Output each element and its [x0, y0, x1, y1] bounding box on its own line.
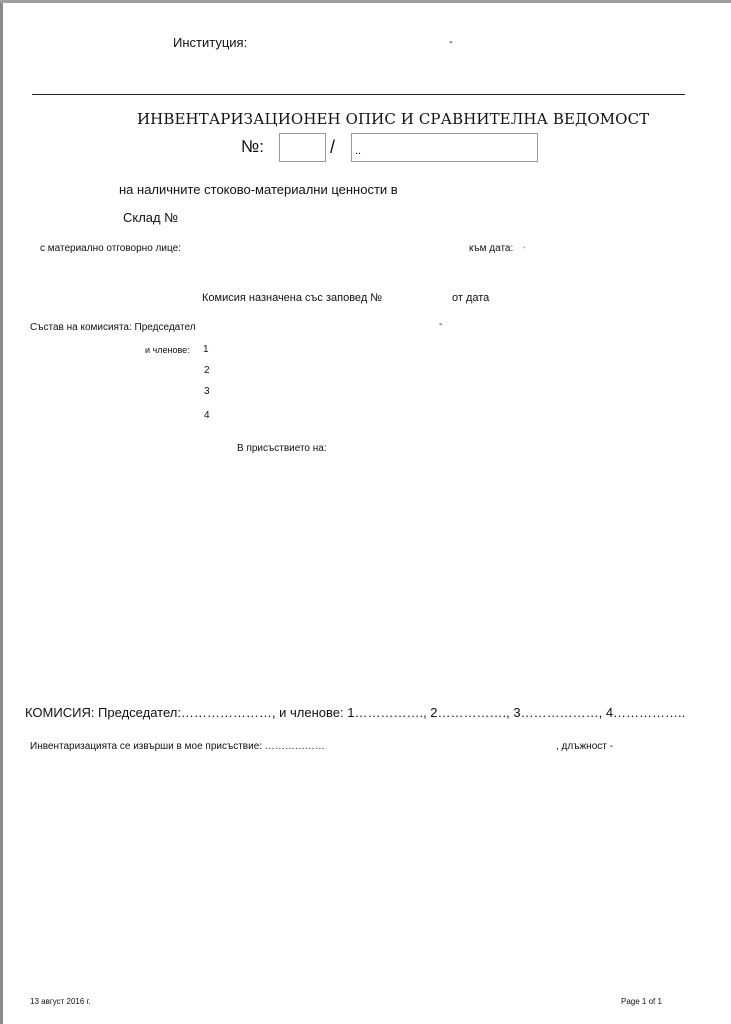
institution-label: Институция:	[173, 35, 248, 50]
page-top-edge	[0, 0, 731, 3]
member-4: 4	[204, 410, 210, 421]
inventory-presence-line: Инвентаризацията се извърши в мое присъствие: ………………	[30, 741, 325, 752]
footer-page-number: Page 1 of 1	[621, 997, 662, 1006]
footer-date: 13 август 2016 г.	[30, 997, 91, 1006]
header-divider	[32, 94, 685, 95]
member-2: 2	[204, 365, 210, 376]
date-value: ..	[355, 145, 362, 157]
committee-label: Състав на комисията: Председател	[30, 322, 196, 333]
page-left-edge	[0, 0, 3, 1024]
order-date-label: от дата	[452, 292, 490, 304]
order-label: Комисия назначена със заповед №	[202, 292, 383, 304]
number-field[interactable]	[279, 133, 326, 162]
mol-label: с материално отговорно лице:	[40, 243, 181, 254]
document-title: ИНВЕНТАРИЗАЦИОНЕН ОПИС И СРАВНИТЕЛНА ВЕДОМОСТ	[137, 110, 650, 128]
number-label: №:	[241, 137, 264, 156]
committee-dash: -	[439, 319, 443, 330]
as-of-mark: -	[523, 243, 526, 252]
member-3: 3	[204, 386, 210, 397]
members-label: и членове:	[145, 345, 190, 355]
institution-dash: -	[449, 36, 453, 48]
number-slash: /	[330, 137, 336, 157]
commission-signature-line: КОМИСИЯ: Председател:…………………, и членове: 1……………., 2……………., 3………………, 4……………..	[25, 705, 686, 720]
subject-line: на наличните стоково-материални ценности в	[119, 182, 398, 197]
presence-label: В присъствието на:	[237, 443, 327, 454]
date-field[interactable]	[351, 133, 538, 162]
member-1: 1	[203, 344, 209, 355]
warehouse-label: Склад №	[123, 210, 179, 225]
as-of-label: към дата:	[469, 243, 514, 254]
position-label: , длъжност -	[556, 741, 613, 752]
